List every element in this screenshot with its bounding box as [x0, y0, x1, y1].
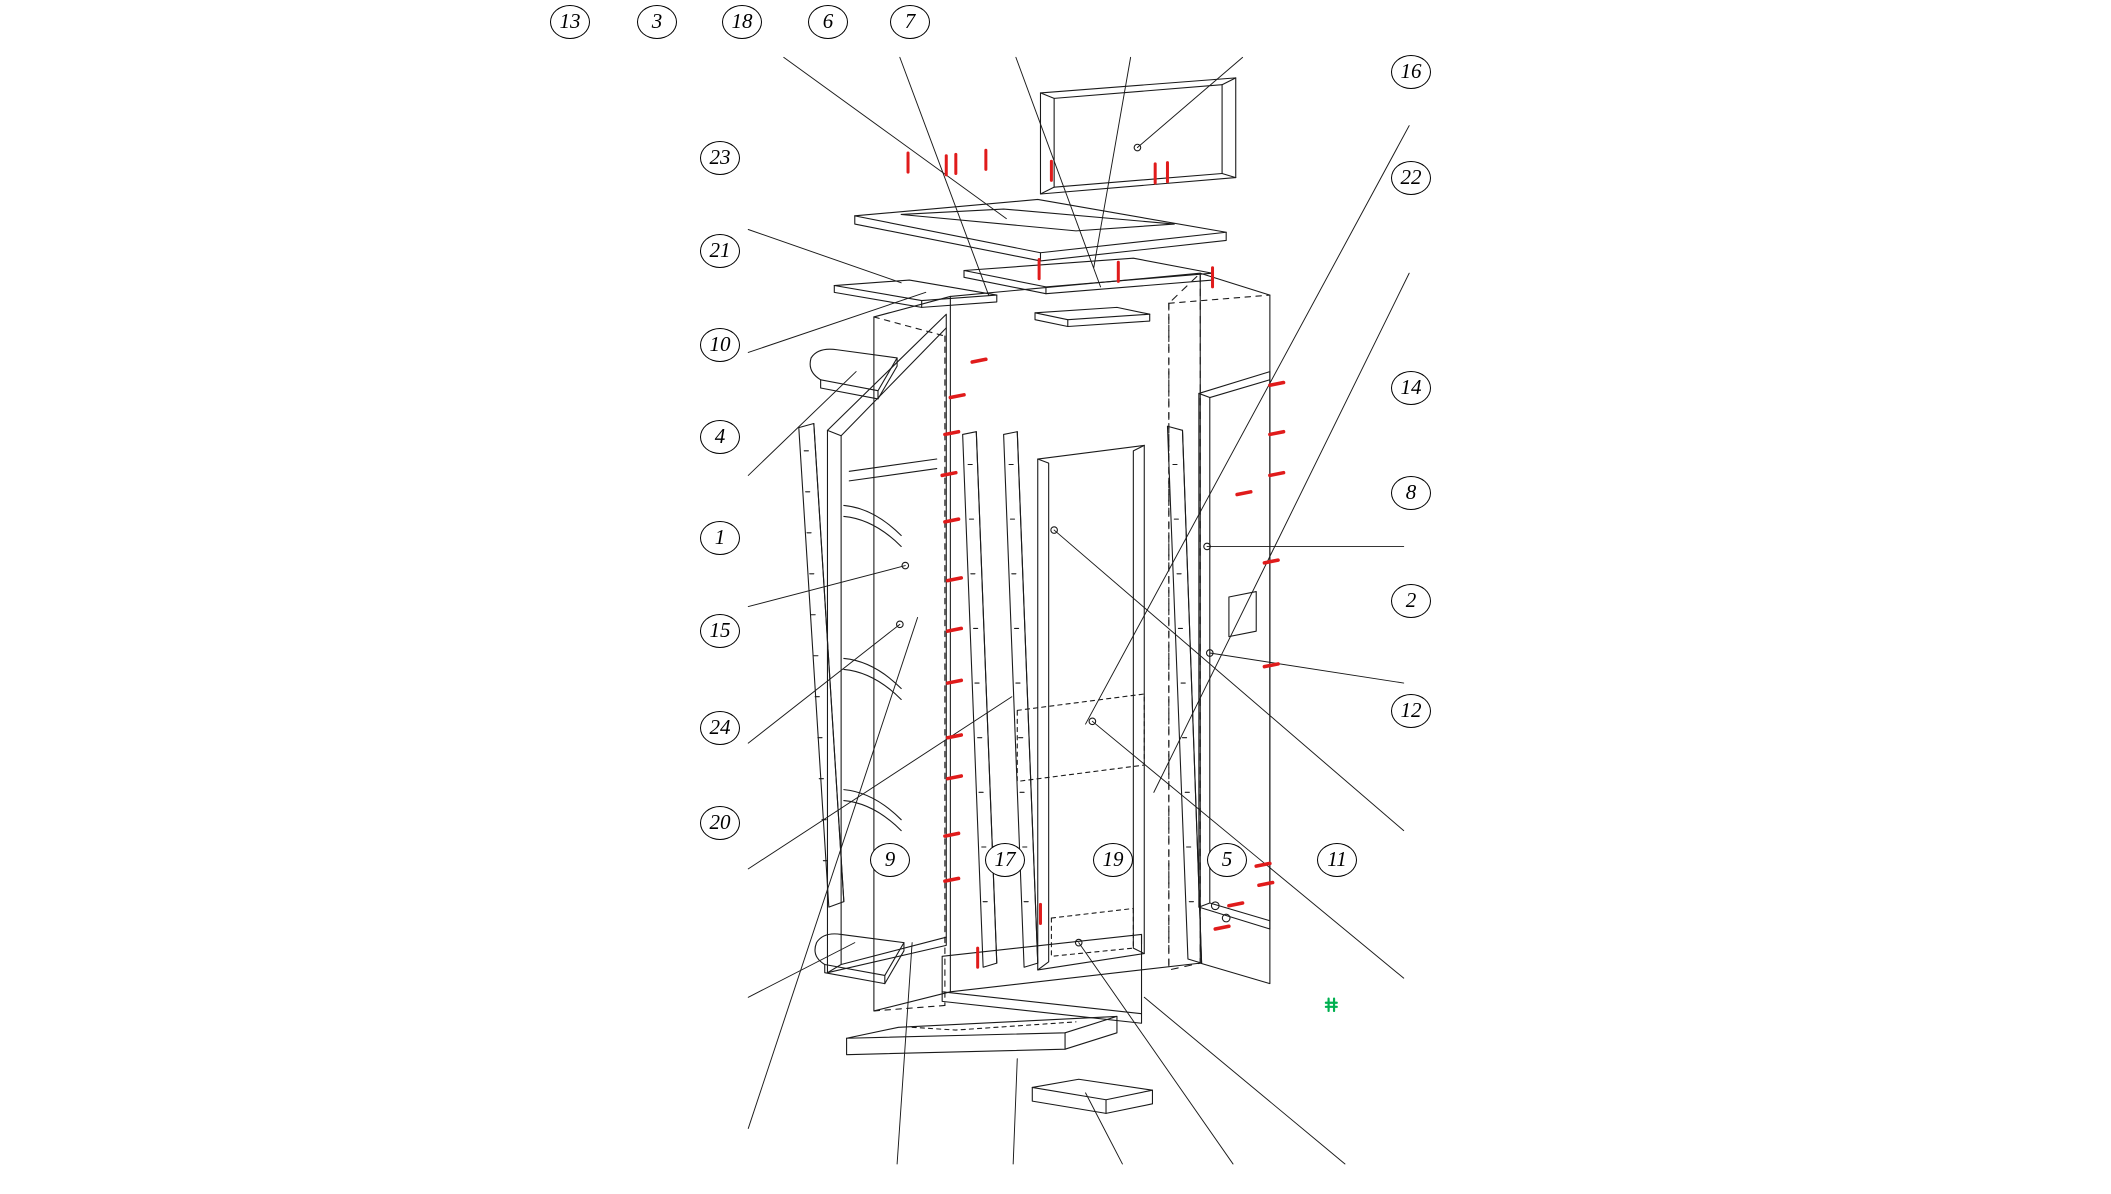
balloon-8[interactable]: 8: [1391, 476, 1431, 510]
balloon-21[interactable]: 21: [700, 234, 740, 268]
part-24-vertical-rail-right: [1167, 426, 1201, 963]
green-mark: [1326, 999, 1337, 1011]
balloon-7[interactable]: 7: [890, 5, 930, 39]
balloon-3[interactable]: 3: [637, 5, 677, 39]
balloon-15[interactable]: 15: [700, 614, 740, 648]
part-11-bottom-plate: [942, 934, 1141, 1023]
part-2-center-panel: [1017, 445, 1144, 970]
part-17-bottom-rail-long: [847, 1016, 1117, 1054]
part-1-shelf-brackets: [844, 459, 937, 831]
balloon-6[interactable]: 6: [808, 5, 848, 39]
balloon-16[interactable]: 16: [1391, 55, 1431, 89]
leader-lines: [748, 57, 1409, 1164]
balloon-12[interactable]: 12: [1391, 694, 1431, 728]
balloon-23[interactable]: 23: [700, 141, 740, 175]
part-23-front-rail: [834, 280, 996, 307]
balloon-18[interactable]: 18: [722, 5, 762, 39]
balloon-13[interactable]: 13: [550, 5, 590, 39]
balloon-17[interactable]: 17: [985, 843, 1025, 877]
part-18-inner-rail: [1035, 307, 1150, 326]
part-9-bottom-shelf: [815, 934, 904, 984]
balloon-19[interactable]: 19: [1093, 843, 1133, 877]
balloon-5[interactable]: 5: [1207, 843, 1247, 877]
balloon-2[interactable]: 2: [1391, 584, 1431, 618]
balloon-20[interactable]: 20: [700, 806, 740, 840]
balloon-11[interactable]: 11: [1317, 843, 1357, 877]
part-15-vertical-rail-left: [799, 424, 844, 908]
balloon-10[interactable]: 10: [700, 328, 740, 362]
balloon-1[interactable]: 1: [700, 521, 740, 555]
balloon-14[interactable]: 14: [1391, 371, 1431, 405]
cabinet-body-outline: [874, 273, 1270, 1011]
part-20-vertical-rail-mid-b: [1004, 432, 1038, 968]
part-13-top-panel: [855, 199, 1226, 260]
balloon-22[interactable]: 22: [1391, 161, 1431, 195]
part-19-bottom-rail-short: [1032, 1079, 1152, 1113]
balloon-24[interactable]: 24: [700, 711, 740, 745]
balloon-9[interactable]: 9: [870, 843, 910, 877]
part-20-vertical-rail-mid-a: [963, 432, 997, 968]
balloon-4[interactable]: 4: [700, 420, 740, 454]
part-7-top-rear-panel: [1040, 78, 1235, 194]
